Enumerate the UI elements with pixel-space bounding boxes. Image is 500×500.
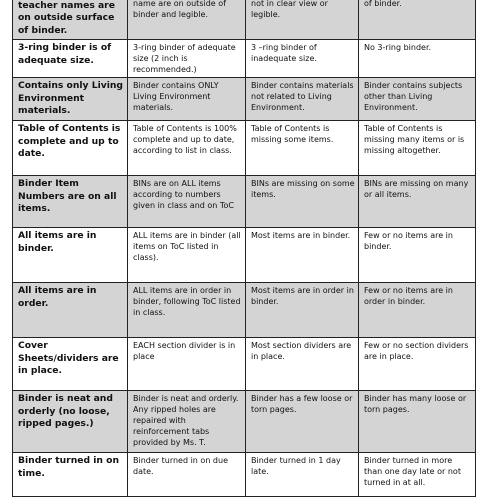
table-row — [13, 78, 476, 121]
level-3-cell: Few or no items are in binder. — [359, 228, 476, 283]
criterion-cell: All items are in order. — [13, 283, 128, 338]
level-1-cell: Table of Contents is 100% complete and up to date, according to list in class. — [128, 121, 246, 176]
table-row — [13, 391, 476, 453]
table-row — [13, 0, 476, 40]
table-row — [13, 40, 476, 78]
criterion-cell: 3-ring binder is of adequate size. — [13, 40, 128, 78]
level-2-cell: Table of Contents is missing some items. — [246, 121, 359, 176]
level-3-cell: of binder. — [359, 0, 476, 40]
level-1-cell: Binder contains ONLY Living Environment materials. — [128, 78, 246, 121]
criterion-cell: Binder Item Numbers are on all items. — [13, 176, 128, 228]
criterion-cell: teacher names are on outside surface of binder. — [13, 0, 128, 40]
level-2-cell: BINs are missing on some items. — [246, 176, 359, 228]
level-1-cell: name are on outside of binder and legible. — [128, 0, 246, 40]
table-row — [13, 121, 476, 176]
level-3-cell: Binder has many loose or torn pages. — [359, 391, 476, 453]
bins-text: BINs are on ALL items according to numbers given in class and on ToC — [133, 179, 234, 210]
level-1-cell — [128, 176, 246, 228]
level-3-cell: Few or no section dividers are in place. — [359, 338, 476, 391]
table-row — [13, 176, 476, 228]
level-3-cell: Binder contains subjects other than Living Environment. — [359, 78, 476, 121]
criterion-cell: All items are in binder. — [13, 228, 128, 283]
table-row — [13, 228, 476, 283]
level-1-cell: Binder is neat and orderly. Any ripped holes are repaired with reinforcement tabs provided by Ms. T. — [128, 391, 246, 453]
level-1-cell: Binder turned in on due date. — [128, 453, 246, 497]
level-2-cell: 3 –ring binder of inadequate size. — [246, 40, 359, 78]
level-2-cell: not in clear view or legible. — [246, 0, 359, 40]
criterion-cell: Binder turned in on time. — [13, 453, 128, 497]
level-1-cell: EACH section divider is in place — [128, 338, 246, 391]
level-1-cell: 3-ring binder of adequate size (2 inch is recommended.) — [128, 40, 246, 78]
level-3-cell: BINs are missing on many or all items. — [359, 176, 476, 228]
level-2-cell: Binder turned in 1 day late. — [246, 453, 359, 497]
level-1-cell: ALL items are in order in binder, following ToC listed in class. — [128, 283, 246, 338]
criterion-cell: Contains only Living Environment materials. — [13, 78, 128, 121]
criterion-cell: Cover Sheets/dividers are in place. — [13, 338, 128, 391]
level-2-cell: Most items are in binder. — [246, 228, 359, 283]
criterion-cell: Binder is neat and orderly (no loose, ripped pages.) — [13, 391, 128, 453]
level-1-cell: ALL items are in binder (all items on ToC listed in class). — [128, 228, 246, 283]
level-2-cell: Most items are in order in binder. — [246, 283, 359, 338]
level-3-cell: No 3-ring binder. — [359, 40, 476, 78]
level-3-cell: Binder turned in more than one day late or not turned in at all. — [359, 453, 476, 497]
level-3-cell: Table of Contents is missing many items or is missing altogether. — [359, 121, 476, 176]
level-2-cell: Most section dividers are in place. — [246, 338, 359, 391]
table-row — [13, 453, 476, 497]
level-3-cell: Few or no items are in order in binder. — [359, 283, 476, 338]
criterion-cell: Table of Contents is complete and up to date. — [13, 121, 128, 176]
table-row — [13, 338, 476, 391]
table-row — [13, 283, 476, 338]
level-2-cell: Binder contains materials not related to Living Environment. — [246, 78, 359, 121]
rubric-table — [12, 0, 476, 497]
level-2-cell: Binder has a few loose or torn pages. — [246, 391, 359, 453]
